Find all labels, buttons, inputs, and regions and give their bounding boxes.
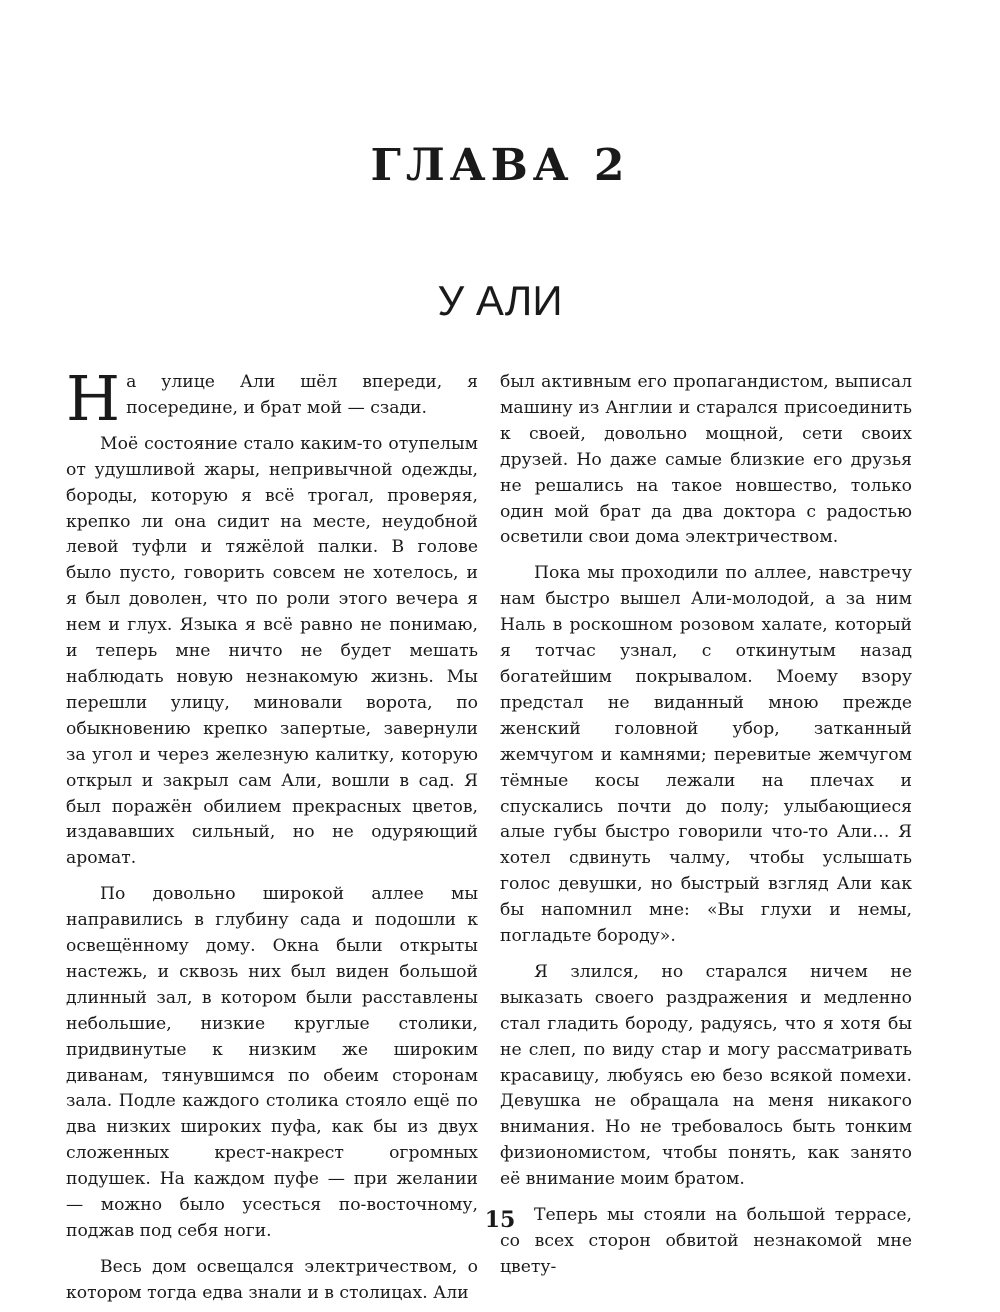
left-text-column <box>66 362 478 1307</box>
paragraph: Теперь мы стояли на большой террасе, со всех сторон обвитой незнакомой мне цвету- <box>500 1205 912 1277</box>
paragraph: Я злился, но старался ничем не выказать своего раздражения и медленно стал гладить бороду, радуясь, что я хотя бы не слеп, по виду стар и могу рассматривать красавицу, любуясь ею безо всякой помехи. Девушка не обращала на меня никакого внимания. Но не требовалось быть тонким физиономистом, чтобы понять, как занято её внимание моим братом. <box>500 961 912 1190</box>
paragraph <box>66 362 478 435</box>
paragraph: был активным его пропагандистом, выписал машину из Англии и старался присоединить к своей, довольно мощной, сети своих друзей. Но даже самые близкие его друзья не решались на такое новшество, только один мой брат да два доктора с радостью осветили свои дома электричеством. <box>500 372 912 548</box>
right-text-column <box>500 370 912 1281</box>
paragraph: Пока мы проходили по аллее, навстречу нам быстро вышел Али-молодой, а за ним Наль в роскошном розовом халате, который я тотчас узнал, с откинутым назад богатейшим покрывалом. Моему взору предстал не виданный мною прежде женский головной убор, затканный жемчугом и камнями; перевитые жемчугом тёмные косы лежали на плечах и спускались почти до полу; улыбающиеся алые губы быстро говорили что-то Али… Я хотел сдвинуть чалму, чтобы услышать голос девушки, но быстрый взгляд Али как бы напомнил мне: «Вы глухи и немы, погладьте бороду». <box>500 563 912 947</box>
page-number: 15 <box>484 1207 516 1233</box>
paragraph: По довольно широкой аллее мы направились в глубину сада и подошли к освещённому дому. Окна были открыты настежь, и сквозь них был виден большой длинный зал, в котором были расставлены небольшие, низкие круглые столики, придвинутые к низким же широким диванам, тянувшимся по обеим сторонам зала. Подле каждого столика стояло ещё по два низких широких пуфа, как бы из двух сложенных крест-накрест огромных подушек. На каждом пуфе — при желании — можно было усесться по-восточному, поджав под себя ноги. <box>66 884 478 1241</box>
paragraph: Весь дом освещался электричеством, о котором тогда едва знали и в столицах. Али <box>66 1256 478 1303</box>
paragraph: Моё состояние стало каким-то отупелым от удушливой жары, непривычной одежды, бороды, которую я всё трогал, проверяя, крепко ли она сидит на месте, неудобной левой туфли и тяжёлой палки. В голове было пусто, говорить совсем не хотелось, и я был доволен, что по роли этого вечера я нем и глух. Языка я всё равно не понимаю, и теперь мне ничто не будет мешать наблюдать новую незнакомую жизнь. Мы перешли улицу, миновали ворота, по обыкновению крепко запертые, завернули за угол и через железную калитку, которую открыл и закрыл сам Али, вошли в сад. Я был поражён обилием прекрасных цветов, издававших сильный, но не одуряющий аромат. <box>66 433 478 869</box>
chapter-title: ГЛАВА 2 <box>370 140 630 191</box>
drop-cap: Н <box>66 362 121 435</box>
chapter-subtitle: У АЛИ <box>437 277 563 324</box>
paragraph-text: а улице Али шёл впереди, я посередине, и брат мой — сзади. <box>126 372 478 418</box>
